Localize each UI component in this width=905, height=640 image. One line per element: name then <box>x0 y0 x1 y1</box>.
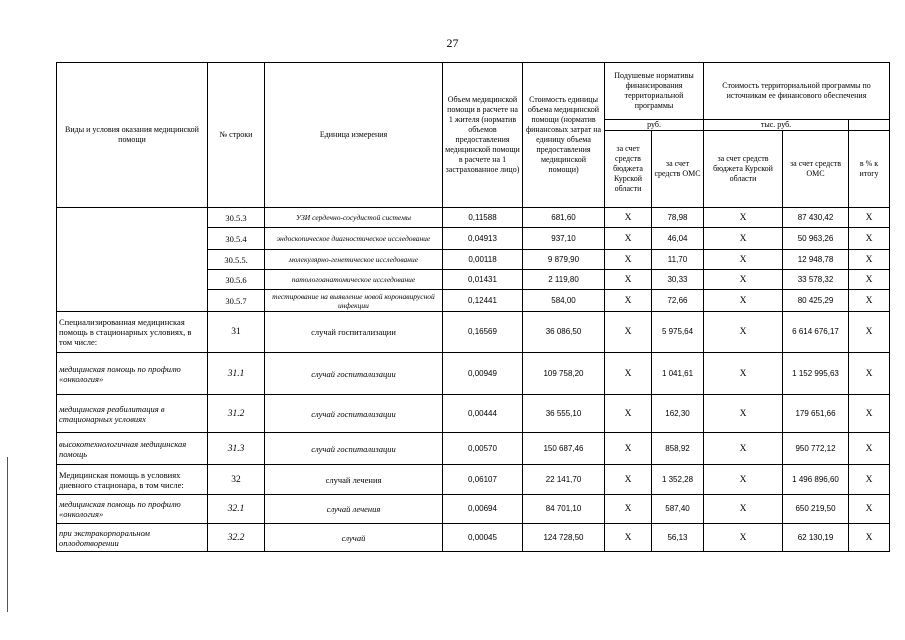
row-unit: случай госпитализации <box>265 312 443 353</box>
row-pc-budget: Х <box>605 208 652 228</box>
row-total-budget: Х <box>704 433 783 465</box>
row-cost: 2 119,80 <box>523 270 605 290</box>
row-number: 32.1 <box>208 495 265 524</box>
row-pc-budget: Х <box>605 250 652 270</box>
row-pc-oms: 56,13 <box>652 524 704 552</box>
header-total-oms: за счет средств ОМС <box>783 131 849 208</box>
row-volume: 0,00045 <box>443 524 523 552</box>
row-number: 31.2 <box>208 395 265 433</box>
margin-line <box>7 457 8 612</box>
row-number: 31.1 <box>208 353 265 395</box>
table-row <box>57 465 890 495</box>
row-pc-oms: 5 975,64 <box>652 312 704 353</box>
header-type: Виды и условия оказания медицинской помощи <box>57 63 208 208</box>
row-total-budget: Х <box>704 270 783 290</box>
row-total-oms: 950 772,12 <box>783 433 849 465</box>
row-volume: 0,04913 <box>443 228 523 250</box>
row-pc-budget: Х <box>605 433 652 465</box>
row-number: 30.5.4 <box>208 228 265 250</box>
header-per-capita-oms: за счет средств ОМС <box>652 131 704 208</box>
page-number: 27 <box>446 36 459 50</box>
row-pc-budget: Х <box>605 228 652 250</box>
row-total-budget: Х <box>704 290 783 312</box>
row-percent: Х <box>849 465 890 495</box>
row-volume: 0,00949 <box>443 353 523 395</box>
row-pc-oms: 858,92 <box>652 433 704 465</box>
row-pc-oms: 587,40 <box>652 495 704 524</box>
row-pc-oms: 78,98 <box>652 208 704 228</box>
row-cost: 9 879,90 <box>523 250 605 270</box>
row-unit: тестирование на выявление новой коронавирусной инфекции <box>265 290 443 312</box>
header-unit: Единица измерения <box>265 63 443 208</box>
row-cost: 937,10 <box>523 228 605 250</box>
row-volume: 0,00118 <box>443 250 523 270</box>
row-total-budget: Х <box>704 250 783 270</box>
row-volume: 0,16569 <box>443 312 523 353</box>
row-pc-budget: Х <box>605 353 652 395</box>
header-unit-thousand-rub: тыс. руб. <box>704 120 849 131</box>
row-number: 31.3 <box>208 433 265 465</box>
header-per-capita-budget: за счет средств бюджета Курской области <box>605 131 652 208</box>
row-total-oms: 80 425,29 <box>783 290 849 312</box>
table-row <box>57 312 890 353</box>
row-pc-budget: Х <box>605 270 652 290</box>
row-volume: 0,00444 <box>443 395 523 433</box>
row-number: 30.5.3 <box>208 208 265 228</box>
row-total-oms: 33 578,32 <box>783 270 849 290</box>
row-total-oms: 179 651,66 <box>783 395 849 433</box>
row-cost: 36 086,50 <box>523 312 605 353</box>
row-total-oms: 62 130,19 <box>783 524 849 552</box>
row-total-oms: 650 219,50 <box>783 495 849 524</box>
header-empty-cell <box>849 120 890 131</box>
row-name-blank <box>57 208 208 312</box>
row-total-oms: 6 614 676,17 <box>783 312 849 353</box>
row-percent: Х <box>849 228 890 250</box>
row-total-budget: Х <box>704 312 783 353</box>
row-name: высокотехнологичная медицинская помощь <box>57 433 208 465</box>
row-percent: Х <box>849 433 890 465</box>
header-total-cost: Стоимость территориальной программы по источникам ее финансового обеспечения <box>704 63 890 120</box>
table-row <box>57 208 890 228</box>
row-percent: Х <box>849 312 890 353</box>
row-pc-oms: 162,30 <box>652 395 704 433</box>
row-unit: случай госпитализации <box>265 353 443 395</box>
row-pc-budget: Х <box>605 465 652 495</box>
row-number: 30.5.7 <box>208 290 265 312</box>
header-per-capita: Подушевые нормативы финансирования территориальной программы <box>605 63 704 120</box>
row-unit: случай лечения <box>265 465 443 495</box>
row-total-oms: 1 152 995,63 <box>783 353 849 395</box>
row-percent: Х <box>849 208 890 228</box>
row-name: при экстракорпоральном оплодотворении <box>57 524 208 552</box>
row-cost: 150 687,46 <box>523 433 605 465</box>
row-volume: 0,12441 <box>443 290 523 312</box>
row-name: Специализированная медицинская помощь в стационарных условиях, в том числе: <box>57 312 208 353</box>
row-number: 30.5.5. <box>208 250 265 270</box>
row-total-budget: Х <box>704 353 783 395</box>
row-unit: случай лечения <box>265 495 443 524</box>
row-pc-budget: Х <box>605 290 652 312</box>
row-pc-budget: Х <box>605 312 652 353</box>
row-pc-budget: Х <box>605 495 652 524</box>
row-total-budget: Х <box>704 465 783 495</box>
header-unit-cost: Стоимость единицы объема медицинской помощи (норматив финансовых затрат на единицу объема предоставления медицинской помощи) <box>523 63 605 208</box>
header-volume: Объем медицинской помощи в расчете на 1 жителя (норматив объемов предоставления медицинской помощи в расчете на 1 застрахованное лицо) <box>443 63 523 208</box>
row-unit: случай <box>265 524 443 552</box>
row-percent: Х <box>849 395 890 433</box>
row-volume: 0,00570 <box>443 433 523 465</box>
row-total-oms: 1 496 896,60 <box>783 465 849 495</box>
row-number: 32 <box>208 465 265 495</box>
row-volume: 0,11588 <box>443 208 523 228</box>
row-total-budget: Х <box>704 208 783 228</box>
row-percent: Х <box>849 270 890 290</box>
row-name: медицинская реабилитация в стационарных условиях <box>57 395 208 433</box>
row-number: 32.2 <box>208 524 265 552</box>
table-row <box>57 495 890 524</box>
row-total-budget: Х <box>704 495 783 524</box>
row-total-oms: 50 963,26 <box>783 228 849 250</box>
row-pc-oms: 11,70 <box>652 250 704 270</box>
row-pc-oms: 30,33 <box>652 270 704 290</box>
header-percent: в % к итогу <box>849 131 890 208</box>
row-percent: Х <box>849 250 890 270</box>
table-row <box>57 433 890 465</box>
row-cost: 584,00 <box>523 290 605 312</box>
row-cost: 22 141,70 <box>523 465 605 495</box>
row-unit: случай госпитализации <box>265 395 443 433</box>
row-pc-oms: 72,66 <box>652 290 704 312</box>
row-pc-oms: 1 041,61 <box>652 353 704 395</box>
row-unit: случай госпитализации <box>265 433 443 465</box>
table-row <box>57 524 890 552</box>
row-total-budget: Х <box>704 524 783 552</box>
row-unit: патологоанатомическое исследование <box>265 270 443 290</box>
header-row-number: № строки <box>208 63 265 208</box>
header-unit-rub: руб. <box>605 120 704 131</box>
row-percent: Х <box>849 290 890 312</box>
header-total-budget: за счет средств бюджета Курской области <box>704 131 783 208</box>
row-pc-budget: Х <box>605 524 652 552</box>
row-total-budget: Х <box>704 228 783 250</box>
row-cost: 84 701,10 <box>523 495 605 524</box>
row-name: Медицинская помощь в условиях дневного стационара, в том числе: <box>57 465 208 495</box>
row-percent: Х <box>849 524 890 552</box>
table-row <box>57 395 890 433</box>
row-name: медицинская помощь по профилю «онкология» <box>57 495 208 524</box>
row-name: медицинская помощь по профилю «онкология» <box>57 353 208 395</box>
row-pc-oms: 46,04 <box>652 228 704 250</box>
financing-table <box>56 62 890 552</box>
row-unit: молекулярно-генетическое исследование <box>265 250 443 270</box>
row-unit: УЗИ сердечно-сосудистой системы <box>265 208 443 228</box>
row-number: 31 <box>208 312 265 353</box>
row-unit: эндоскопическое диагностическое исследование <box>265 228 443 250</box>
row-number: 30.5.6 <box>208 270 265 290</box>
row-volume: 0,06107 <box>443 465 523 495</box>
row-total-oms: 12 948,78 <box>783 250 849 270</box>
table-row <box>57 353 890 395</box>
row-volume: 0,00694 <box>443 495 523 524</box>
row-percent: Х <box>849 495 890 524</box>
row-volume: 0,01431 <box>443 270 523 290</box>
row-cost: 124 728,50 <box>523 524 605 552</box>
row-pc-oms: 1 352,28 <box>652 465 704 495</box>
row-cost: 109 758,20 <box>523 353 605 395</box>
row-total-budget: Х <box>704 395 783 433</box>
row-cost: 36 555,10 <box>523 395 605 433</box>
row-cost: 681,60 <box>523 208 605 228</box>
row-percent: Х <box>849 353 890 395</box>
row-total-oms: 87 430,42 <box>783 208 849 228</box>
row-pc-budget: Х <box>605 395 652 433</box>
